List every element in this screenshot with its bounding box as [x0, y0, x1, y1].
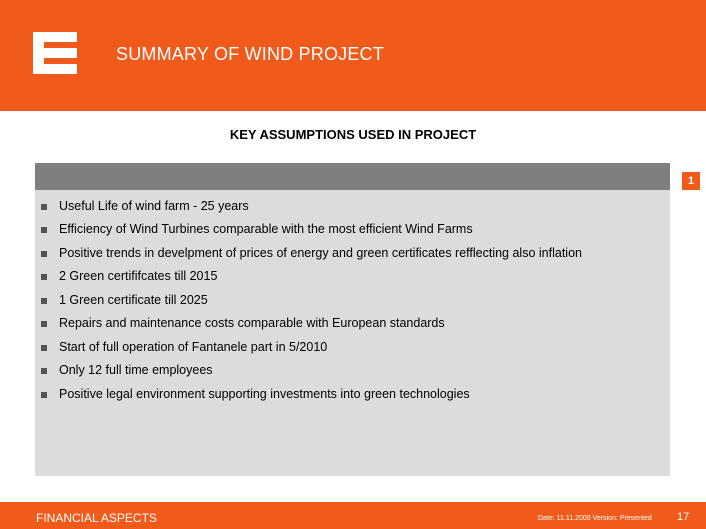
bullet-square-icon	[41, 345, 47, 351]
bullet-text: Useful Life of wind farm - 25 years	[59, 199, 249, 213]
section-subtitle: KEY ASSUMPTIONS USED IN PROJECT	[229, 127, 477, 142]
bullet-text: Repairs and maintenance costs comparable with European standards	[59, 316, 445, 330]
bullet-square-icon	[41, 204, 47, 210]
bullet-square-icon	[41, 251, 47, 257]
bullet-text: Efficiency of Wind Turbines comparable with the most efficient Wind Farms	[59, 222, 473, 236]
bullet-text: Positive legal environment supporting investments into green technologies	[59, 387, 470, 401]
footer-date-version: Date: 11.11.2009 Version: Presented	[538, 515, 652, 522]
page-title: SUMMARY OF WIND PROJECT	[116, 44, 384, 64]
section-header-bar	[35, 163, 670, 190]
bullet-text: Positive trends in develpment of prices of energy and green certificates refflecting also inflation	[59, 246, 582, 260]
footer-section-label: FINANCIAL ASPECTS	[36, 511, 157, 525]
list-item	[35, 221, 670, 241]
bullet-text: Start of full operation of Fantanele part in 5/2010	[59, 340, 328, 354]
list-item	[35, 315, 670, 335]
footer-bar	[0, 502, 706, 529]
header-bar	[0, 0, 706, 111]
section-number-badge: 1	[682, 172, 700, 190]
list-item	[35, 268, 670, 288]
list-item	[35, 362, 670, 382]
bullet-square-icon	[41, 392, 47, 398]
list-item	[35, 386, 670, 406]
assumptions-box	[35, 190, 670, 476]
page-number: 17	[677, 511, 690, 523]
list-item	[35, 198, 670, 218]
bullet-square-icon	[41, 227, 47, 233]
list-item	[35, 245, 670, 265]
list-item	[35, 292, 670, 312]
cez-logo-icon	[33, 32, 77, 74]
bullet-text: Only 12 full time employees	[59, 363, 213, 377]
list-item	[35, 339, 670, 359]
bullet-text: 2 Green certififcates till 2015	[59, 269, 218, 283]
bullet-square-icon	[41, 274, 47, 280]
bullet-square-icon	[41, 298, 47, 304]
bullet-text: 1 Green certificate till 2025	[59, 293, 208, 307]
bullet-square-icon	[41, 321, 47, 327]
bullet-square-icon	[41, 368, 47, 374]
